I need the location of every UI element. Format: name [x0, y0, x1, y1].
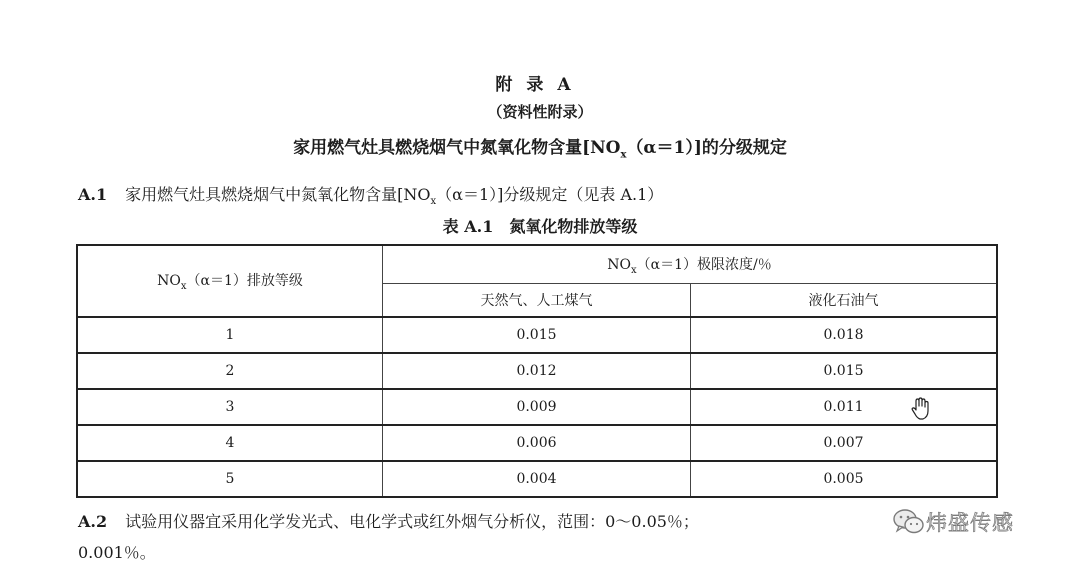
paragraph-a2-continuation: 0.001％。 [78, 543, 156, 562]
watermark-text: 炜盛传感 [926, 511, 1014, 535]
hand-cursor-icon [910, 397, 932, 421]
paragraph-a2 [78, 509, 699, 532]
natural-gas-column-header: 天然气、人工煤气 [383, 284, 691, 318]
table-header-row [77, 245, 997, 284]
wechat-icon [892, 507, 926, 537]
table-caption: 表 A.1 氮氧化物排放等级 [442, 217, 638, 236]
lpg-value-cell: 0.007 [691, 425, 998, 461]
section-number-a1: A.1 [78, 185, 108, 204]
appendix-subtitle: （资料性附录） [487, 103, 593, 121]
lpg-value-cell: 0.005 [691, 461, 998, 497]
heading-text-pre: 家用燃气灶具燃烧烟气中氮氧化物含量[NO [293, 138, 621, 158]
grade-cell: 5 [77, 461, 383, 497]
gas-value-cell: 0.012 [383, 353, 691, 389]
table-row [77, 317, 997, 353]
a2-text: 试验用仪器宜采用化学发光式、电化学式或红外烟气分析仪，范围：0～0.05％； [125, 512, 699, 531]
lpg-value-cell: 0.011 [691, 389, 998, 425]
heading-text-post: （α＝1）]的分级规定 [626, 138, 787, 158]
table-row [77, 389, 997, 425]
grade-cell: 1 [77, 317, 383, 353]
gas-value-cell: 0.004 [383, 461, 691, 497]
appendix-title: 附录A [495, 75, 585, 95]
lpg-value-cell: 0.018 [691, 317, 998, 353]
lpg-value-cell: 0.015 [691, 353, 998, 389]
grade-cell: 4 [77, 425, 383, 461]
a1-subscript: x [430, 196, 437, 208]
gas-value-cell: 0.006 [383, 425, 691, 461]
limit-concentration-header: $NO_x(\alpha=1)$极限浓度/％ [383, 245, 998, 284]
table-row [77, 425, 997, 461]
grade-column-header: $NO_x(\alpha=1)$排放等级 [77, 245, 383, 317]
emission-grade-table [76, 244, 998, 498]
a1-text-post: （α＝1）]分级规定（见表 A.1） [436, 185, 664, 204]
grade-cell: 3 [77, 389, 383, 425]
heading-subscript: x [620, 149, 627, 161]
watermark [892, 502, 1014, 542]
a1-text-pre: 家用燃气灶具燃烧烟气中氮氧化物含量[NO [125, 185, 431, 204]
lpg-column-header: 液化石油气 [691, 284, 998, 318]
section-number-a2: A.2 [78, 512, 108, 531]
table-row [77, 461, 997, 497]
gas-value-cell: 0.009 [383, 389, 691, 425]
appendix-heading [0, 133, 1080, 160]
grade-cell: 2 [77, 353, 383, 389]
table-row [77, 353, 997, 389]
paragraph-a1 [78, 182, 663, 207]
gas-value-cell: 0.015 [383, 317, 691, 353]
